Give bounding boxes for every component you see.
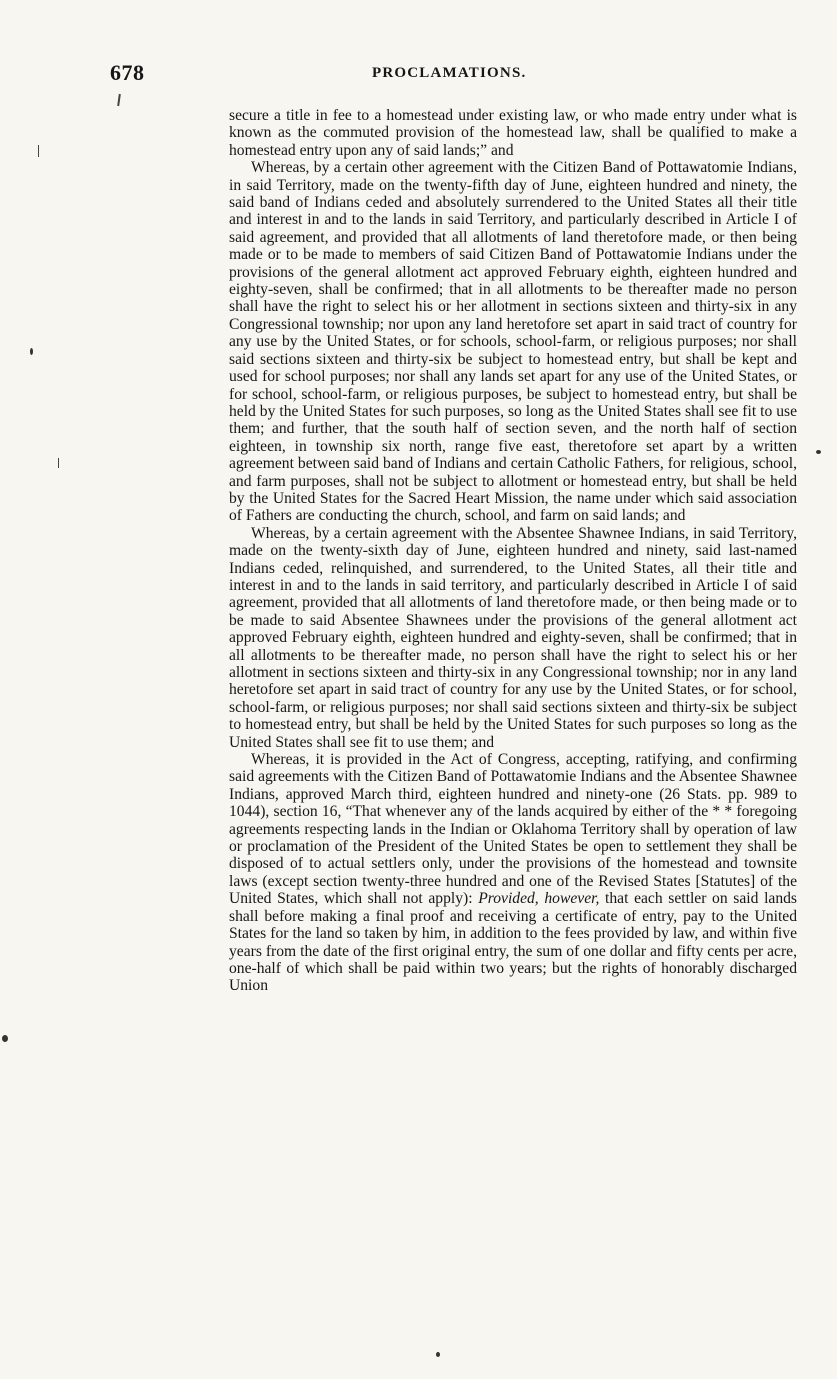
scan-speck bbox=[816, 450, 821, 454]
scan-speck bbox=[2, 1035, 8, 1042]
paragraph-text: Whereas, by a certain other agreement with the Citizen Band of Pottawatomie Indians, in said Territory, made on the twenty-fifth day of June, eighteen hundred and ninety, the said band of Indians ceded and absolutely surrendered to the United States all their title and interest in and to the lands in said Territory, and particularly described in Article I of said agreement, and provided that all allotments of land theretofore made, or then being made or to be made to members of said Citizen Band of Pottawatomie Indians under the provisions of the general allotment act approved February eighth, eighteen hundred and eighty-seven, shall be confirmed; that in all allotments to be thereafter made no person shall have the right to select his or her allotment in sections sixteen and thirty-six in any Congressional township; nor upon any land heretofore set apart in said tract of country for any use by the United States, or for schools, school-farm, or religious purposes; nor shall said sections sixteen and thirty-six be subject to homestead entry, but shall be kept and used for school purposes; nor shall any lands set apart for any use of the United States, or for school, school-farm, or religious purposes, be subject to homestead entry, but shall be held by the United States for such purposes, so long as the United States shall see fit to use them; and further, that the south half of section seven, and the north half of section eighteen, in township six north, range five east, theretofore set apart by a written agreement between said band of Indians and certain Catholic Fathers, for religious, school, and farm purposes, shall not be subject to allotment or homestead entry, but shall be held by the United States for the Sacred Heart Mission, the name under which said association of Fathers are conducting the church, school, and farm on said lands; and bbox=[229, 159, 797, 525]
paragraph bbox=[229, 107, 797, 159]
italic-proviso: Provided, however, bbox=[478, 890, 600, 908]
body-text bbox=[229, 107, 797, 995]
scan-speck bbox=[38, 145, 39, 157]
paragraph-text-continued: that each settler on said lands shall before making a final proof and receiving a certificate of entry, pay to the United States for the land so taken by him, in addition to the fees provided by law, and within five years from the date of the first original entry, the sum of one dollar and fifty cents per acre, one-half of which shall be paid within two years; but the rights of honorably discharged Union bbox=[229, 890, 797, 995]
running-head: PROCLAMATIONS. bbox=[372, 65, 527, 81]
paragraph bbox=[229, 525, 797, 751]
paragraph-text: secure a title in fee to a homestead under existing law, or who made entry under what is known as the commuted provision of the homestead law, shall be qualified to make a homestead entry upon any of said lands;” and bbox=[229, 107, 797, 159]
paragraph bbox=[229, 751, 797, 995]
paragraph bbox=[229, 159, 797, 525]
scan-speck bbox=[58, 458, 59, 468]
page-number: 678 bbox=[110, 60, 145, 85]
scan-speck bbox=[436, 1352, 440, 1357]
paragraph-text: Whereas, it is provided in the Act of Congress, accepting, ratifying, and confirming said agreements with the Citizen Band of Pottawatomie Indians and the Absentee Shawnee Indians, approved March third, eighteen hundred and ninety-one (26 Stats. pp. 989 to 1044), section 16, “That whenever any of the lands acquired by either of the * * foregoing agreements respecting lands in the Indian or Oklahoma Territory shall by operation of law or proclamation of the President of the United States be open to settlement they shall be disposed of to actual settlers only, under the provisions of the homestead and townsite laws (except section twenty-three hundred and one of the Revised States [Statutes] of the United States, which shall not apply): bbox=[229, 751, 797, 908]
margin-mark bbox=[117, 94, 121, 106]
scan-speck bbox=[30, 348, 33, 355]
paragraph-text: Whereas, by a certain agreement with the Absentee Shawnee Indians, in said Territory, made on the twenty-sixth day of June, eighteen hundred and ninety, said last-named Indians ceded, relinquished, and surrendered, to the United States, all their title and interest in and to the lands in said territory, and particularly described in Article I of said agreement, provided that all allotments of land theretofore made, or then being made or to be made to said Absentee Shawnees under the provisions of the general allotment act approved February eighth, eighteen hundred and eighty-seven, shall be confirmed; that in all allotments to be thereafter made, no person shall have the right to select his or her allotment in sections sixteen and thirty-six in any Congressional township; nor in any land heretofore set apart in said tract of country for any use by the United States, or for school, school-farm, or religious purposes; nor shall said sections sixteen and thirty-six be subject to homestead entry, but shall be held by the United States for such purposes so long as the United States shall see fit to use them; and bbox=[229, 524, 797, 751]
